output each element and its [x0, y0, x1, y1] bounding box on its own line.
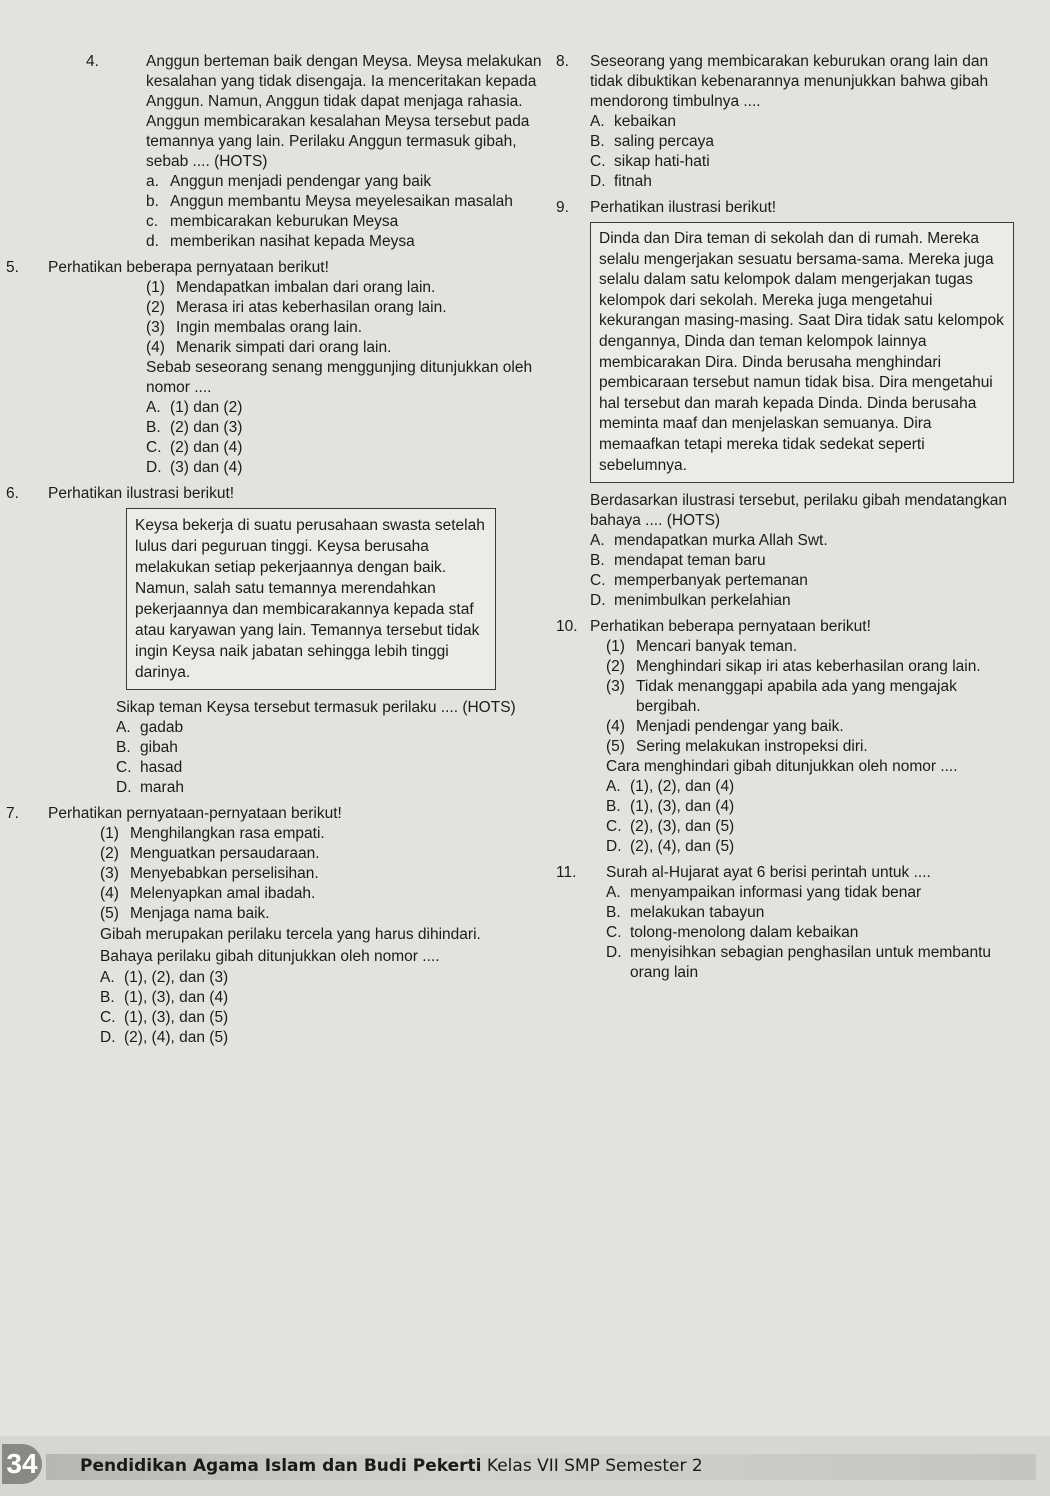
statement: (1) Mendapatkan imbalan dari orang lain.	[146, 279, 436, 296]
options	[6, 968, 552, 1048]
footer-title-bold: Pendidikan Agama Islam dan Budi Pekerti	[80, 1456, 482, 1476]
question-prompt: Gibah merupakan perilaku tercela yang harus dihindari. Bahaya perilaku gibah ditunjukkan oleh nomor ....	[100, 926, 481, 965]
option-c[interactable]: C. (1), (3), dan (5)	[100, 1009, 229, 1026]
statement: (5) Menjaga nama baik.	[100, 905, 270, 922]
statements	[6, 824, 552, 924]
option-a[interactable]: A. (1), (2), dan (4)	[606, 778, 735, 796]
option-b[interactable]: B. mendapat teman baru	[590, 552, 766, 570]
statements	[6, 278, 552, 358]
option-a[interactable]: A. mendapatkan murka Allah Swt.	[590, 532, 828, 550]
options	[6, 398, 552, 478]
option-c[interactable]: C. (2), (3), dan (5)	[606, 818, 735, 836]
option-a[interactable]: A. (1) dan (2)	[146, 399, 243, 416]
page-footer	[0, 1436, 1050, 1496]
question-stem: Seseorang yang membicarakan keburukan orang lain dan tidak dibuktikan kebenarannya menunjukkan bahwa gibah mendorong timbulnya ....	[590, 53, 989, 110]
illustration-box: Keysa bekerja di suatu perusahaan swasta setelah lulus dari peguruan tinggi. Keysa berusaha melakukan setiap pekerjaannya dengan baik. Namun, salah satu temannya merendahkan pekerjaannya dan membicarakannya kepada staf atau karyawan yang lain. Temannya tersebut tidak ingin Keysa naik jabatan sehingga lebih tinggi darinya.	[126, 508, 496, 690]
question-number: 11.	[556, 864, 577, 882]
question-5	[6, 258, 552, 478]
footer-title	[80, 1456, 703, 1476]
footer-title-rest: Kelas VII SMP Semester 2	[481, 1456, 703, 1476]
option-b[interactable]: B. (2) dan (3)	[146, 419, 243, 436]
options	[556, 883, 1024, 983]
options	[556, 112, 1024, 192]
question-9	[556, 198, 1024, 611]
question-stem: Perhatikan beberapa pernyataan berikut!	[48, 259, 329, 276]
question-stem: Surah al-Hujarat ayat 6 berisi perintah untuk ....	[606, 864, 931, 882]
options	[556, 777, 1024, 857]
option-d[interactable]: D. (3) dan (4)	[146, 459, 243, 476]
question-number: 6.	[6, 485, 19, 502]
option-d[interactable]: D. (2), (4), dan (5)	[606, 838, 735, 856]
options	[556, 531, 1024, 611]
question-11	[556, 863, 1024, 983]
statement: (2) Merasa iri atas keberhasilan orang lain.	[146, 299, 447, 316]
question-number: 5.	[6, 259, 19, 276]
option-c[interactable]: C. tolong-menolong dalam kebaikan	[606, 924, 859, 942]
question-prompt: Sebab seseorang senang menggunjing ditunjukkan oleh nomor ....	[146, 359, 533, 396]
option-d[interactable]: D. marah	[116, 779, 184, 796]
question-prompt: Sikap teman Keysa tersebut termasuk perilaku .... (HOTS)	[116, 699, 516, 716]
option-d[interactable]: D. menimbulkan perkelahian	[590, 592, 791, 610]
question-stem: Perhatikan beberapa pernyataan berikut!	[590, 618, 871, 636]
page-number: 34	[2, 1444, 42, 1484]
statement: (3) Tidak menanggapi apabila ada yang mengajak bergibah.	[606, 678, 957, 716]
left-column	[6, 52, 552, 1048]
statement: (3) Ingin membalas orang lain.	[146, 319, 363, 336]
option-a[interactable]: a. Anggun menjadi pendengar yang baik	[146, 173, 432, 190]
option-c[interactable]: C. memperbanyak pertemanan	[590, 572, 808, 590]
question-prompt: Berdasarkan ilustrasi tersebut, perilaku gibah mendatangkan bahaya .... (HOTS)	[590, 492, 1008, 530]
question-number: 8.	[556, 53, 569, 70]
statement: (4) Menarik simpati dari orang lain.	[146, 339, 392, 356]
option-b[interactable]: B. gibah	[116, 739, 178, 756]
question-7	[6, 804, 552, 1048]
statement: (2) Menguatkan persaudaraan.	[100, 845, 320, 862]
option-a[interactable]: A. menyampaikan informasi yang tidak benar	[606, 884, 922, 902]
statement: (4) Melenyapkan amal ibadah.	[100, 885, 316, 902]
statement: (4) Menjadi pendengar yang baik.	[606, 718, 844, 736]
statement: (1) Menghilangkan rasa empati.	[100, 825, 325, 842]
option-c[interactable]: C. sikap hati-hati	[590, 153, 710, 170]
question-number: 10.	[556, 618, 578, 636]
option-c[interactable]: C. hasad	[116, 759, 183, 776]
right-column	[556, 52, 1024, 983]
question-stem: Perhatikan pernyataan-pernyataan berikut!	[48, 805, 342, 822]
option-b[interactable]: B. (1), (3), dan (4)	[606, 798, 735, 816]
question-stem: Perhatikan ilustrasi berikut!	[590, 199, 777, 216]
option-a[interactable]: A. gadab	[116, 719, 184, 736]
question-number: 9.	[556, 199, 569, 216]
option-b[interactable]: b. Anggun membantu Meysa meyelesaikan masalah	[146, 193, 513, 210]
question-stem: Anggun berteman baik dengan Meysa. Meysa melakukan kesalahan yang tidak disengaja. Ia menceritakan kepada Anggun. Namun, Anggun tidak dapat menjaga rahasia. Anggun membicarakan kesalahan Meysa tersebut pada temannya yang lain. Perilaku Anggun termasuk gibah, sebab .... (HOTS)	[146, 53, 542, 170]
question-prompt: Cara menghindari gibah ditunjukkan oleh nomor ....	[606, 758, 958, 776]
option-d[interactable]: D. (2), (4), dan (5)	[100, 1029, 229, 1046]
option-d[interactable]: D. menyisihkan sebagian penghasilan untuk membantu orang lain	[606, 944, 992, 982]
question-stem: Perhatikan ilustrasi berikut!	[48, 485, 235, 502]
option-c[interactable]: C. (2) dan (4)	[146, 439, 243, 456]
option-c[interactable]: c. membicarakan keburukan Meysa	[146, 213, 399, 230]
options	[112, 172, 552, 252]
option-b[interactable]: B. saling percaya	[590, 133, 714, 150]
option-d[interactable]: d. memberikan nasihat kepada Meysa	[146, 233, 415, 250]
question-10	[556, 617, 1024, 857]
statement: (5) Sering melakukan instropeksi diri.	[606, 738, 868, 756]
question-number: 7.	[6, 805, 19, 822]
statement: (3) Menyebabkan perselisihan.	[100, 865, 319, 882]
question-6	[6, 484, 552, 798]
statement: (1) Mencari banyak teman.	[606, 638, 798, 656]
question-8	[556, 52, 1024, 192]
option-d[interactable]: D. fitnah	[590, 173, 652, 190]
question-number: 4.	[86, 53, 99, 70]
statement: (2) Menghindari sikap iri atas keberhasilan orang lain.	[606, 658, 981, 676]
illustration-box: Dinda dan Dira teman di sekolah dan di rumah. Mereka selalu mengerjakan sesuatu bersama-sama. Mereka juga selalu dalam satu kelompok dalam mengerjakan tugas kelompok dari sekolah. Mereka juga mengetahui kekurangan masing-masing. Saat Dira tidak satu kelompok dengannya, Dinda dan teman kelompok lainnya membicarakan Dira. Dinda berusaha menghindari pembicaraan tersebut namun tidak bisa. Dira mengetahui hal tersebut dan marah kepada Dinda. Dinda berusaha meminta maaf dan menjelaskan semuanya. Dira memaafkan tetapi mereka tidak sedekat seperti sebelumnya.	[590, 222, 1014, 483]
option-b[interactable]: B. (1), (3), dan (4)	[100, 989, 229, 1006]
option-a[interactable]: A. kebaikan	[590, 113, 677, 130]
option-b[interactable]: B. melakukan tabayun	[606, 904, 765, 922]
question-4	[86, 52, 552, 252]
option-a[interactable]: A. (1), (2), dan (3)	[100, 969, 229, 986]
statements	[556, 637, 1024, 757]
options	[6, 718, 552, 798]
